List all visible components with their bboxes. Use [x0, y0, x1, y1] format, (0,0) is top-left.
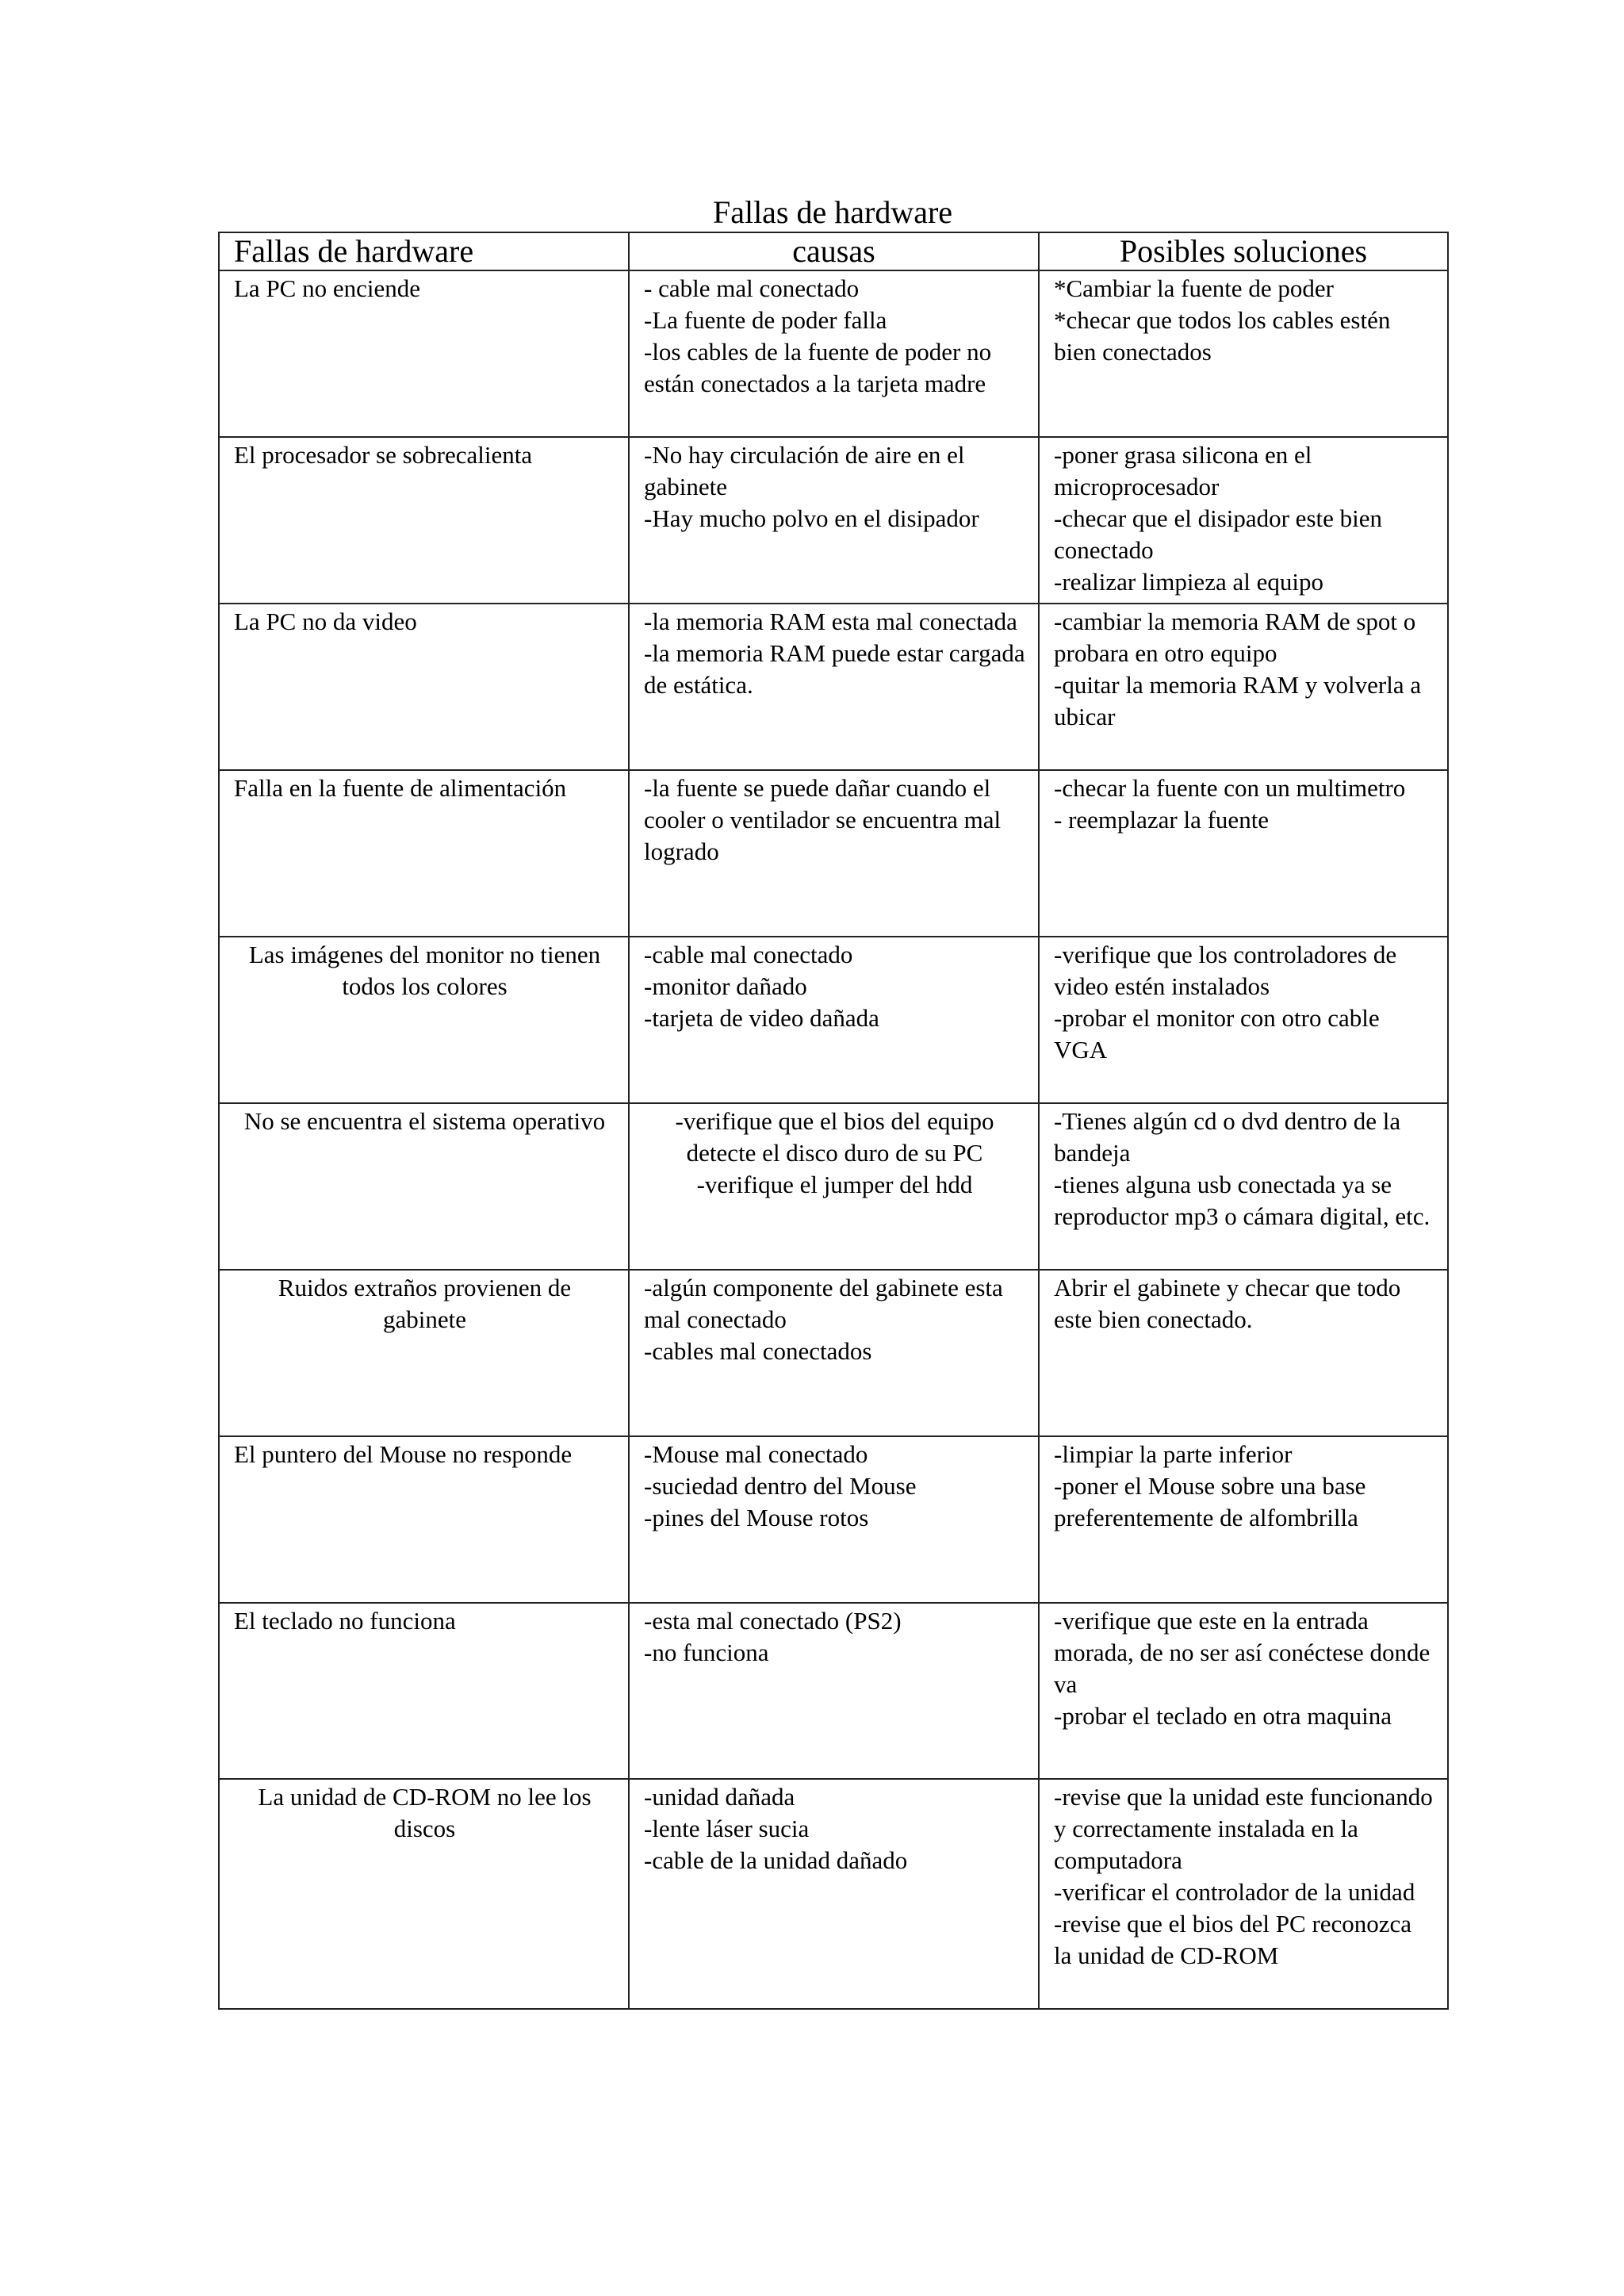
header-causes: causas	[629, 232, 1039, 270]
cell-line: -checar la fuente con un multimetro	[1054, 774, 1406, 802]
solutions-cell	[1039, 270, 1448, 437]
cell-line: -No hay circulación de aire en el gabinete	[644, 441, 965, 500]
cell-line: -verificar el controlador de la unidad	[1054, 1878, 1415, 1906]
causes-cell	[629, 1779, 1039, 2009]
table-row	[219, 1270, 1448, 1436]
cell-line: *checar que todos los cables estén bien conectados	[1054, 306, 1391, 366]
cell-line: -verifique el jumper del hdd	[696, 1171, 973, 1198]
cell-line: No se encuentra el sistema operativo	[243, 1107, 606, 1135]
cell-line: -la fuente se puede dañar cuando el cooler o ventilador se encuentra mal logrado	[644, 774, 1002, 865]
header-fault: Fallas de hardware	[219, 232, 629, 270]
cell-line: -Hay mucho polvo en el disipador	[644, 504, 979, 532]
solutions-cell	[1039, 1103, 1448, 1270]
table-row	[219, 437, 1448, 604]
cell-line: El procesador se sobrecalienta	[234, 441, 533, 469]
cell-line: -algún componente del gabinete esta mal conectado	[644, 1274, 1003, 1333]
causes-cell	[629, 437, 1039, 604]
cell-line: -verifique que el bios del equipo detecte el disco duro de su PC	[675, 1107, 994, 1167]
fault-cell	[219, 937, 629, 1103]
cell-line: -checar que el disipador este bien conectado	[1054, 504, 1383, 564]
causes-cell	[629, 1603, 1039, 1779]
cell-line: -tarjeta de video dañada	[644, 1004, 879, 1032]
cell-line: -realizar limpieza al equipo	[1054, 568, 1323, 596]
cell-line: -verifique que este en la entrada morada, de no ser así conéctese donde va	[1054, 1607, 1431, 1698]
table-row	[219, 270, 1448, 437]
cell-line: La PC no da video	[234, 608, 417, 635]
solutions-cell	[1039, 1603, 1448, 1779]
table-row	[219, 1603, 1448, 1779]
causes-cell	[629, 1103, 1039, 1270]
cell-line: -poner grasa silicona en el microprocesador	[1054, 441, 1312, 500]
fault-cell	[219, 1270, 629, 1436]
causes-cell	[629, 604, 1039, 770]
cell-line: -revise que la unidad este funcionando y correctamente instalada en la computadora	[1054, 1783, 1433, 1874]
cell-line: Abrir el gabinete y checar que todo este bien conectado.	[1054, 1274, 1401, 1333]
cell-line: -cable de la unidad dañado	[644, 1846, 908, 1874]
fault-cell	[219, 270, 629, 437]
cell-line: -La fuente de poder falla	[644, 306, 887, 334]
causes-cell	[629, 770, 1039, 937]
cell-line: -unidad dañada	[644, 1783, 795, 1811]
cell-line: -Mouse mal conectado	[644, 1440, 868, 1468]
cell-line: -probar el monitor con otro cable VGA	[1054, 1004, 1380, 1064]
cell-line: -poner el Mouse sobre una base preferentemente de alfombrilla	[1054, 1472, 1366, 1531]
causes-cell	[629, 937, 1039, 1103]
cell-line: Falla en la fuente de alimentación	[234, 774, 567, 802]
cell-line: -revise que el bios del PC reconozca la unidad de CD-ROM	[1054, 1910, 1412, 1969]
fault-cell	[219, 1603, 629, 1779]
cell-line: La PC no enciende	[234, 274, 421, 302]
cell-line: - cable mal conectado	[644, 274, 860, 302]
cell-line: -cable mal conectado	[644, 941, 853, 968]
causes-cell	[629, 1270, 1039, 1436]
solutions-cell	[1039, 437, 1448, 604]
solutions-cell	[1039, 1270, 1448, 1436]
causes-cell	[629, 270, 1039, 437]
table-row	[219, 1103, 1448, 1270]
fault-cell	[219, 604, 629, 770]
solutions-cell	[1039, 770, 1448, 937]
solutions-cell	[1039, 1779, 1448, 2009]
cell-line: -Tienes algún cd o dvd dentro de la bandeja	[1054, 1107, 1401, 1167]
cell-line: El puntero del Mouse no responde	[234, 1440, 573, 1468]
fault-cell	[219, 770, 629, 937]
table-row	[219, 1436, 1448, 1603]
cell-line: El teclado no funciona	[234, 1607, 456, 1635]
cell-line: Ruidos extraños provienen de gabinete	[278, 1274, 572, 1333]
fault-cell	[219, 1103, 629, 1270]
cell-line: -suciedad dentro del Mouse	[644, 1472, 917, 1500]
cell-line: -verifique que los controladores de video estén instalados	[1054, 941, 1397, 1000]
cell-line: -cables mal conectados	[644, 1337, 872, 1365]
cell-line: -los cables de la fuente de poder no están conectados a la tarjeta madre	[644, 338, 992, 397]
cell-line: -monitor dañado	[644, 972, 807, 1000]
cell-line: -pines del Mouse rotos	[644, 1504, 869, 1531]
hardware-faults-table	[218, 232, 1449, 2010]
page-title: Fallas de hardware	[712, 194, 953, 230]
cell-line: -probar el teclado en otra maquina	[1054, 1702, 1392, 1730]
cell-line: *Cambiar la fuente de poder	[1054, 274, 1334, 302]
cell-line: -cambiar la memoria RAM de spot o probara en otro equipo	[1054, 608, 1416, 667]
table-row	[219, 937, 1448, 1103]
fault-cell	[219, 1436, 629, 1603]
cell-line: - reemplazar la fuente	[1054, 806, 1270, 834]
cell-line: -no funciona	[644, 1639, 769, 1666]
cell-line: -quitar la memoria RAM y volverla a ubicar	[1054, 671, 1422, 730]
cell-line: La unidad de CD-ROM no lee los discos	[258, 1783, 592, 1842]
solutions-cell	[1039, 604, 1448, 770]
cell-line: -esta mal conectado (PS2)	[644, 1607, 902, 1635]
fault-cell	[219, 1779, 629, 2009]
solutions-cell	[1039, 937, 1448, 1103]
header-solutions: Posibles soluciones	[1039, 232, 1448, 270]
table-header-row	[219, 232, 1448, 270]
cell-line: -lente láser sucia	[644, 1815, 810, 1842]
solutions-cell	[1039, 1436, 1448, 1603]
causes-cell	[629, 1436, 1039, 1603]
cell-line: -tienes alguna usb conectada ya se reproductor mp3 o cámara digital, etc.	[1054, 1171, 1431, 1230]
table-row	[219, 1779, 1448, 2009]
cell-line: -la memoria RAM puede estar cargada de estática.	[644, 639, 1025, 699]
cell-line: -la memoria RAM esta mal conectada	[644, 608, 1017, 635]
cell-line: Las imágenes del monitor no tienen todos los colores	[248, 941, 601, 1000]
cell-line: -limpiar la parte inferior	[1054, 1440, 1293, 1468]
table-row	[219, 604, 1448, 770]
fault-cell	[219, 437, 629, 604]
table-row	[219, 770, 1448, 937]
